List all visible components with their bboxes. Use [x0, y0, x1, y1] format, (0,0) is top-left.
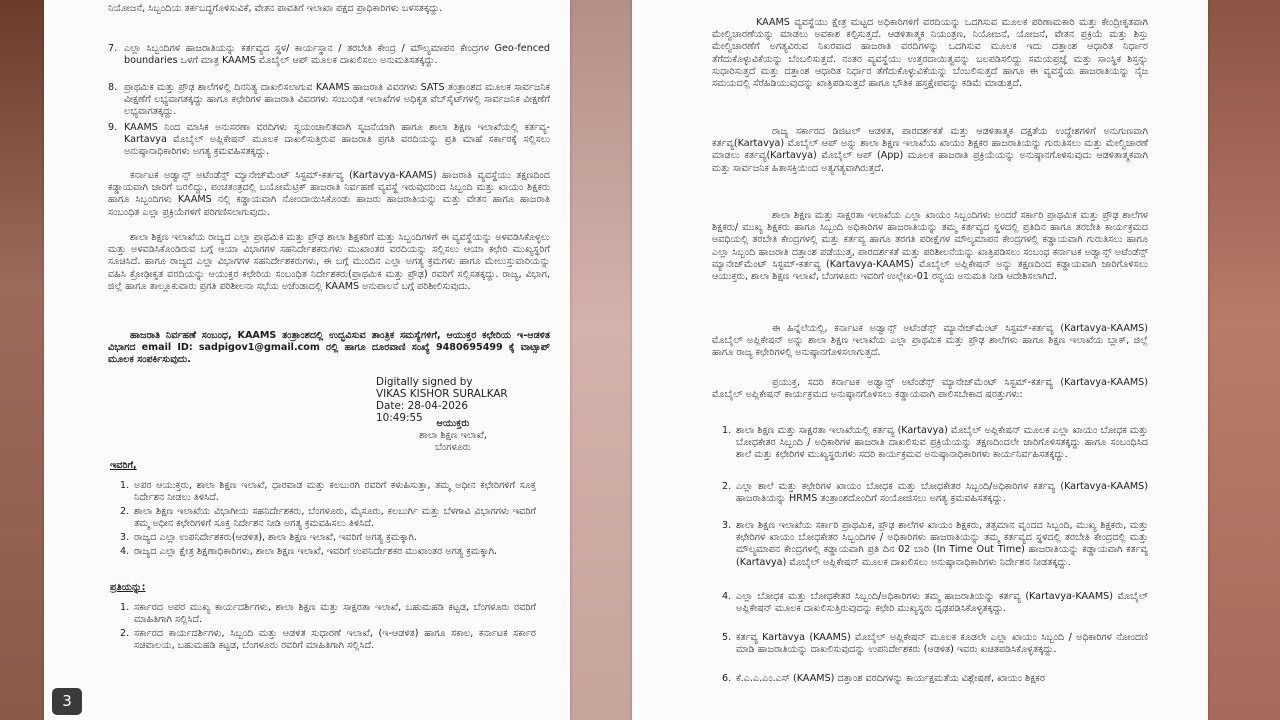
list-number: 3. [722, 520, 732, 531]
list-item [120, 506, 536, 530]
list-item [120, 546, 536, 558]
list-number: 2. [120, 506, 130, 517]
list-number: 2. [722, 481, 732, 492]
signatory-location: ಬೆಂಗಳೂರು [435, 442, 471, 453]
list-number: 9. [108, 122, 118, 133]
list-item [120, 628, 536, 652]
list-number: 8. [108, 82, 118, 93]
list-text: ಅಪರ ಆಯುಕ್ತರು, ಶಾಲಾ ಶಿಕ್ಷಣ ಇಲಾಖೆ, ಧಾರವಾಡ ಮತ್ತು ಕಲಬುರಗಿ ರವರಿಗೆ ಕಳುಹಿಸುತ್ತಾ, ತಮ್ಮ ಅಧೀನ ಕಛೇರಿಗಳಿಗೆ ಸೂಕ್ತ ನಿರ್ದೇಶನ ನೀಡಲು ತಿಳಿಸಿದೆ. [134, 480, 536, 504]
list-text: ರಾಜ್ಯದ ಎಲ್ಲಾ ಕ್ಷೇತ್ರ ಶಿಕ್ಷಣಾಧಿಕಾರಿಗಳು, ಶಾಲಾ ಶಿಕ್ಷಣ ಇಲಾಖೆ, ಇವರಿಗೆ ಉಪನಿರ್ದೇಶಕರ ಮುಖಾಂತರ ಅಗತ್ಯ ಕ್ರಮಕ್ಕಾಗಿ. [134, 546, 497, 557]
list-number: 4. [722, 591, 732, 602]
list-text: ಶಾಲಾ ಶಿಕ್ಷಣ ಇಲಾಖೆಯ ಸರ್ಕಾರಿ ಪ್ರಾಥಮಿಕ, ಪ್ರೌಢ ಶಾಲೆಗಳ ಖಾಯಂ ಶಿಕ್ಷಕರು, ತತ್ಸಮಾನ ವೃಂದದ ಸಿಬ್ಬಂದಿ, ಮುಖ್ಯ ಶಿಕ್ಷಕರು, ಮತ್ತು ಕಛೇರಿಗಳ ಖಾಯಂ ಬೋಧಕೇತರ ಸಿಬ್ಬಂದಿಗಳ / ಅಧಿಕಾರಿಗಳು ಹಾಜರಾತಿಯನ್ನು ತಮ್ಮ ಕರ್ತವ್ಯದ ಸ್ಥಳದಲ್ಲಿ ತರಬೇತಿ ಕೇಂದ್ರದಲ್ಲಿ ಮತ್ತು ಮೌಲ್ಯಮಾಪನ ಕೇಂದ್ರಗಳಲ್ಲಿ ಕಡ್ಡಾಯವಾಗಿ ಪ್ರತಿ ದಿನ 02 ಬಾರಿ (In Time Out Time) ಹಾಜರಾತಿಯನ್ನು ಕಡ್ಡಾಯವಾಗಿ ಕರ್ತವ್ಯ (Kartavya) ಮೊಬೈಲ್ ಅಪ್ಲಿಕೇಷನ್ ಮೂಲಕ ದಾಖಲಿಸಲು ಅನುಷ್ಠಾನಾಧಿಕಾರಿಗಳು ನಿರ್ದೇಶನ ನೀಡತಕ್ಕದ್ದು. [736, 520, 1148, 568]
background-strip-middle [570, 0, 632, 720]
background-strip-right [1208, 0, 1280, 720]
paragraph-kaams-benefits: KAAMS ವ್ಯವಸ್ಥೆಯು ಕ್ಷೇತ್ರ ಮಟ್ಟದ ಅಧಿಕಾರಿಗಳಿಗೆ ವರದಿಯನ್ನು ಒದಗಿಸುವ ಮೂಲಕ ಪರಿಣಾಮಕಾರಿ ಮತ್ತು ಕೇಂದ್ರೀಕೃತವಾಗಿ ಮೇಲ್ವಿಚಾರಣೆಯನ್ನು ಮಾಡಲು ಅವಕಾಶ ಕಲ್ಪಿಸುತ್ತದೆ. ಆಡಳಿತಾತ್ಮಕ ನಿಯಂತ್ರಣ, ನಿಯೋಜನೆ, ಯೋಜನೆ, ವೇತನ ಪ್ರಕ್ರಿಯೆ ಮತ್ತು ಶಿಸ್ತು ಮೇಲ್ವಿಚಾರಣೆಗೆ ಅಗತ್ಯವಿರುವ ನಿಖರವಾದ ಹಾಜರಾತಿ ವರದಿಗಳನ್ನು ಒದಗಿಸುವ ಮೂಲಕ ಇದು ದತ್ತಾಂಶ ಆಧಾರಿತ ನಿರ್ಧಾರ ತೆಗೆದುಕೊಳ್ಳುವಿಕೆಯನ್ನು ಬೆಂಬಲಿಸುತ್ತದೆ. ನಂತರ ವ್ಯವಸ್ಥೆಯು ಉತ್ತರದಾಯಿತ್ವವನ್ನು ಬಲಪಡಿಸಲಿದ್ದು ಸಮಯಪ್ರಜ್ಞೆ ಮತ್ತು ಸಾಂಸ್ಥಿಕ ಶಿಸ್ತನ್ನು ಸುಧಾರಿಸುತ್ತದೆ ಮತ್ತು ದತ್ತಾಂಶ ಆಧಾರಿತ ನಿರ್ಧಾರ ತೆಗೆದುಕೊಳ್ಳುವಿಕೆಯನ್ನು ಬೆಂಬಲಿಸುತ್ತದೆ ಹಾಗೂ ಈ ವ್ಯವಸ್ಥೆಯ ಹಾಜರಾತಿಯನ್ನು ನೈಜ ಸಮಯದಲ್ಲಿ ಸೆರೆಹಿಡಿಯುವುದನ್ನು ಖಾತ್ರಿಪಡಿಸುತ್ತದೆ ಹಾಗೂ ಭೌತಿಕ ಹಸ್ತಕ್ಷೇಪವನ್ನು ಕಡಿಮೆ ಮಾಡುತ್ತದೆ. [712, 17, 1148, 90]
list-text: ರಾಜ್ಯದ ಎಲ್ಲಾ ಉಪನಿರ್ದೇಶಕರು(ಆಡಳಿತ), ಶಾಲಾ ಶಿಕ್ಷಣ ಇಲಾಖೆ, ಇವರಿಗೆ ಅಗತ್ಯ ಕ್ರಮಕ್ಕಾಗಿ. [134, 532, 417, 543]
list-text: ಕೆ.ಎ.ಎ.ಎಂ.ಎಸ್ (KAAMS) ದತ್ತಾಂಶ ವರದಿಗಳನ್ನು ಕಾರ್ಯಕ್ಷಮತೆಯ ವಿಶ್ಲೇಷಣೆ, ಖಾಯಂ ಶಿಕ್ಷಕರ [736, 673, 1045, 684]
document-page-left [44, 0, 570, 720]
list-number: 6. [722, 673, 732, 684]
signatory-department: ಶಾಲಾ ಶಿಕ್ಷಣ ಇಲಾಖೆ, [419, 430, 487, 441]
paragraph-attendance-order: ಶಾಲಾ ಶಿಕ್ಷಣ ಮತ್ತು ಸಾಕ್ಷರತಾ ಇಲಾಖೆಯ ಎಲ್ಲಾ ಖಾಯಂ ಸಿಬ್ಬಂದಿಗಳು ಅಂದರೆ ಸರ್ಕಾರಿ ಪ್ರಾಥಮಿಕ ಮತ್ತು ಪ್ರೌಢ ಶಾಲೆಗಳ ಶಿಕ್ಷಕರು/ ಮುಖ್ಯ ಶಿಕ್ಷಕರು ಹಾಗೂ ಸಿಬ್ಬಂದಿ ಅಧಿಕಾರಿಗಳ ಹಾಜರಾತಿಯನ್ನು ತಮ್ಮ ಕರ್ತವ್ಯದ ಸ್ಥಳದಲ್ಲಿ ಪ್ರತಿದಿನ ಹಾಗೂ ತರಬೇತಿ ಕಾರ್ಯಕ್ರಮದ ಅವಧಿಯಲ್ಲಿ ತರಬೇತಿ ಕೇಂದ್ರಗಳಲ್ಲಿ ಮತ್ತು ಕರ್ತವ್ಯ ಹಾಗೂ ತರಗತಿ ಪರೀಕ್ಷೆಗಳ ಮೌಲ್ಯಮಾಪನ ಕೇಂದ್ರಗಳಲ್ಲಿ ಕಡ್ಡಾಯವಾಗಿ ಗುರುತಿಸಲು ಹಾಗೂ ಎಲ್ಲಾ ಸಿಬ್ಬಂದಿ ಹಾಜರಾತಿ ದತ್ತಾಂಶ ಪಡೆಯುತ್ತ, ಪಾರದರ್ಶಕತೆ ಮತ್ತು ಪರಿಶೀಲನೆಯನ್ನು ಖಾತ್ರಿಪಡಿಸಲು ಸಂಬಂಧ ಕರ್ನಾಟಕ ಅಡ್ವಾನ್ಸ್ ಅಟೆಂಡೆನ್ಸ್ ಮ್ಯಾನೇಜ್‌ಮೆಂಟ್ ಸಿಸ್ಟಮ್-ಕರ್ತವ್ಯ (Kartavya-KAAMS) ಮೊಬೈಲ್ ಅಪ್ಲಿಕೇಷನ್ ಅನ್ನು ತಕ್ಷಣದಿಂದ ಕಡ್ಡಾಯವಾಗಿ ಜಾರಿಗೊಳಿಸಲು ಆಯುಕ್ತರು, ಶಾಲಾ ಶಿಕ್ಷಣ ಇಲಾಖೆ, ಬೆಂಗಳೂರು ಇವರಿಗೆ ಉಲ್ಲೇಖ-01 ರನ್ವಯ ಅನುಮತಿ ನೀಡಿ ಆದೇಶಿಸಲಾಗಿದೆ. [712, 210, 1148, 283]
list-number: 4. [120, 546, 130, 557]
signatory-title: ಆಯುಕ್ತರು [436, 418, 470, 429]
list-item [722, 425, 1148, 462]
list-text: ಎಲ್ಲಾ ಸಿಬ್ಬಂದಿಗಳ ಹಾಜರಾತಿಯನ್ನು ಕರ್ತವ್ಯದ ಸ್ಥಳ/ ಕಾರ್ಯಸ್ಥಾನ / ತರಬೇತಿ ಕೇಂದ್ರ / ಮೌಲ್ಯಮಾಪನ ಕೇಂದ್ರಗಳ Geo-fenced boundaries ಒಳಗೆ ಮಾತ್ರ KAAMS ಮೊಬೈಲ್ ಆಪ್ ಮೂಲಕ ದಾಖಲಿಸಲು ಅನುಮತಿಸತಕ್ಕದ್ದು. [124, 43, 550, 67]
list-item [722, 591, 1148, 615]
list-number: 7. [108, 43, 118, 54]
signature-signer: VIKAS KISHOR SURALKAR [376, 388, 508, 400]
signature-line: Digitally signed by [376, 376, 473, 388]
list-item [120, 532, 536, 544]
list-item [722, 481, 1148, 505]
list-text: ಎಲ್ಲಾ ಬೋಧಕ ಮತ್ತು ಬೋಧಕೇತರ ಸಿಬ್ಬಂದಿ/ಅಧಿಕಾರಿಗಳು ತಮ್ಮ ಹಾಜರಾತಿಯನ್ನು ಕರ್ತವ್ಯ (Kartavya-KAAMS) ಮೊಬೈಲ್ ಅಪ್ಲಿಕೇಷನ್ ಮೂಲಕ ದಾಖಲಿಸುತ್ತಿರುವುದನ್ನು ಕಛೇರಿ ಮುಖ್ಯಸ್ಥರು ದೃಢಪಡಿಸಿಕೊಳ್ಳತಕ್ಕದ್ದು. [736, 591, 1148, 615]
paragraph-digital-governance: ರಾಜ್ಯ ಸರ್ಕಾರದ ಡಿಜಿಟಲ್ ಆಡಳಿತ, ಪಾರದರ್ಶಕತೆ ಮತ್ತು ಆಡಳಿತಾತ್ಮಕ ದಕ್ಷತೆಯ ಉದ್ದೇಶಗಳಿಗೆ ಅನುಗುಣವಾಗಿ ಕರ್ತವ್ಯ(Kartavya) ಮೊಬೈಲ್ ಆಪ್ ಅನ್ನು ಶಾಲಾ ಶಿಕ್ಷಣ ಇಲಾಖೆಯ ಖಾಯಂ ಶಿಕ್ಷಕರ ಹಾಜರಾತಿಯನ್ನು ಗುರುತಿಸಲು ಮತ್ತು ಮೇಲ್ವಿಚಾರಣೆ ಮಾಡಲು ಕರ್ತವ್ಯ(Kartavya) ಮೊಬೈಲ್ ಆಪ್ (App) ಮೂಲಕ ಹಾಜರಾತಿ ಪ್ರಕ್ರಿಯೆಯನ್ನು ಅನುಷ್ಠಾನಗೊಳಿಸುವುದು ಆಡಳಿತಾತ್ಮಕವಾಗಿ ಮತ್ತು ಸಾರ್ವಜನಿಕ ಹಿತಾಸಕ್ತಿಯಿಂದ ಅತ್ಯಗತ್ಯವಾಗಿರುತ್ತದೆ. [712, 126, 1148, 174]
list-number: 1. [120, 602, 130, 613]
to-heading: ಇವರಿಗೆ, [110, 460, 137, 471]
list-number: 3. [120, 532, 130, 543]
copy-heading: ಪ್ರತಿಯನ್ನು: [110, 582, 146, 593]
signature-time: 10:49:55 [376, 412, 423, 424]
list-text: ಶಾಲಾ ಶಿಕ್ಷಣ ಇಲಾಖೆಯ ವಿಭಾಗೀಯ ಸಹನಿರ್ದೇಶಕರು, ಬೆಂಗಳೂರು, ಮೈಸೂರು, ಕಲಬುರ್ಗಿ ಮತ್ತು ಬೆಳಗಾವಿ ವಿಭಾಗಗಳು ಇವರಿಗೆ ತಮ್ಮ ಅಧೀನ ಕಛೇರಿಗಳಿಗೆ ಸೂಕ್ತ ನಿರ್ದೇಶನ ನೀಡಿ ಅಗತ್ಯ ಕ್ರಮವಹಿಸಲು ತಿಳಿಸಿದೆ. [134, 506, 536, 530]
page-number-badge[interactable]: 3 [52, 688, 82, 715]
paragraph-conditions-intro: ಪ್ರಯುಕ್ತ, ಸದರಿ ಕರ್ನಾಟಕ ಅಡ್ವಾನ್ಸ್ ಅಟೆಂಡೆನ್ಸ್ ಮ್ಯಾನೇಜ್‌ಮೆಂಟ್ ಸಿಸ್ಟಮ್-ಕರ್ತವ್ಯ (Kartavya-KAAMS) ಮೊಬೈಲ್ ಅಪ್ಲಿಕೇಷನ್ ಕಾರ್ಯಕ್ರಮದ ಅನುಷ್ಠಾನಗೊಳಿಸಲು ಕಡ್ಡಾಯವಾಗಿ ಪಾಲಿಸಬೇಕಾದ ಷರತ್ತುಗಳು: [712, 377, 1148, 401]
list-item [722, 520, 1148, 569]
list-number: 5. [722, 632, 732, 643]
list-number: 1. [722, 425, 732, 436]
signature-date: Date: 28-04-2026 [376, 400, 469, 412]
list-number: 2. [120, 628, 130, 639]
paragraph-rollout: ಈ ಹಿನ್ನೆಲೆಯಲ್ಲಿ, ಕರ್ನಾಟಕ ಅಡ್ವಾನ್ಸ್ ಅಟೆಂಡೆನ್ಸ್ ಮ್ಯಾನೇಜ್‌ಮೆಂಟ್ ಸಿಸ್ಟಮ್-ಕರ್ತವ್ಯ (Kartavya-KAAMS) ಮೊಬೈಲ್ ಅಪ್ಲಿಕೇಷನ್ ಅನ್ನು ಶಾಲಾ ಶಿಕ್ಷಣ ಇಲಾಖೆಯ ಎಲ್ಲಾ ಪ್ರಾಥಮಿಕ ಮತ್ತು ಪ್ರೌಢ ಶಾಲೆಗಳು ಹಾಗೂ ಶಿಕ್ಷಣ ಇಲಾಖೆಯ ಬ್ಲಾಕ್, ಜಿಲ್ಲೆ ಹಾಗೂ ರಾಜ್ಯ ಕಛೇರಿಗಳಲ್ಲಿ ಅನುಷ್ಠಾನಗೊಳಿಸಲಾಗುತ್ತದೆ. [712, 323, 1148, 359]
background-strip-left [0, 0, 44, 720]
list-item [108, 43, 550, 67]
list-text: ಶಾಲಾ ಶಿಕ್ಷಣ ಮತ್ತು ಸಾಕ್ಷರತಾ ಇಲಾಖೆಯಲ್ಲಿ ಕರ್ತವ್ಯ (Kartavya) ಮೊಬೈಲ್ ಅಪ್ಲಿಕೇಷನ್ ಮೂಲಕ ಎಲ್ಲಾ ಖಾಯಂ ಬೋಧಕ ಮತ್ತು ಬೋಧಕೇತರ ಸಿಬ್ಬಂದಿ / ಅಧಿಕಾರಿಗಳ ಹಾಜರಾತಿ ದಾಖಲಿಸುವ ಪ್ರಕ್ರಿಯೆಯನ್ನು ತಕ್ಷಣದಿಂದಲೇ ಜಾರಿಗೊಳಿಸತಕ್ಕದ್ದು ಹಾಗೂ ಸಂಬಂಧಿಸಿದ ಶಾಲೆ ಮತ್ತು ಕಛೇರಿಗಳ ಮುಖ್ಯಸ್ಥರುಗಳು ಸದರಿ ಕಾರ್ಯಕ್ರಮವ ಅನುಷ್ಠಾನಾಧಿಕಾರಿಗಳು ಕಾರ್ಯನಿರ್ವಹಿಸತಕ್ಕದ್ದು. [736, 425, 1148, 461]
list-item [120, 480, 536, 504]
list-item [108, 122, 550, 159]
list-number: 1. [120, 480, 130, 491]
list-item [722, 673, 1148, 685]
list-text: ಪ್ರಾಥಮಿಕ ಮತ್ತು ಪ್ರೌಢ ಶಾಲೆಗಳಲ್ಲಿ ದಿನನಿತ್ಯ ದಾಖಲಿಸಲಾಗುವ KAAMS ಹಾಜರಾತಿ ವಿವರಗಳು SATS ತಂತ್ರಾಂಶದ ಮೂಲಕ ಸಾರ್ವಜನಿಕ ವೀಕ್ಷಣೆಗೆ ಲಭ್ಯವಾಗತಕ್ಕದ್ದು ಹಾಗೂ ಕಛೇರಿಗಳ ಹಾಜರಾತಿ ವಿವರಗಳು ಸಂಬಂಧಿತ ಇಲಾಖೆಗಳ ಅಧಿಕೃತ ವೆಬ್‌ಸೈಟ್‌ಗಳಲ್ಲಿ ಸಾರ್ವಜನಿಕ ವೀಕ್ಷಣೆಗೆ ಲಭ್ಯವಾಗತಕ್ಕದ್ದು. [124, 82, 550, 118]
paragraph-kaams-intro: ಕರ್ನಾಟಕ ಅಡ್ವಾನ್ಸ್ ಅಟೆಂಡೆನ್ಸ್ ಮ್ಯಾನೇಜ್‌ಮೆಂಟ್ ಸಿಸ್ಟಮ್-ಕರ್ತವ್ಯ (Kartavya-KAAMS) ಹಾಜರಾತಿ ವ್ಯವಸ್ಥೆಯು ತಕ್ಷಣದಿಂದ ಕಡ್ಡಾಯವಾಗಿ ಜಾರಿಗೆ ಬರಲಿದ್ದು, ಪಂಚತಂತ್ರದಲ್ಲಿ ಬಯೋಮೆಟ್ರಿಕ್ ಹಾಜರಾತಿ ನಿರ್ವಹಣೆ ವ್ಯವಸ್ಥೆ ಇರುವುದರಿಂದ ಸಿಬ್ಬಂದಿ ಮತ್ತು ಖಾಯಂ ಶಿಕ್ಷಕರು ಹಾಗೂ ಸಿಬ್ಬಂದಿಗಳು KAAMS ನಲ್ಲಿ ಕಡ್ಡಾಯವಾಗಿ ನೋಂದಾಯಿಸಿಕೊಂಡು ಹಾಜರು ಹಾಜರಾತಿಯನ್ನು ಮತ್ತು ವೇತನ ಹಾಗೂ ಹಾಜರಾತಿ ಸಂಬಂಧಿತ ಎಲ್ಲಾ ಪ್ರಕ್ರಿಯೆಗಳಿಗೆ ಪರಿಗಣಿಸಲಾಗುವುದು. [108, 170, 550, 218]
document-page-right [632, 0, 1208, 720]
list-item [120, 602, 536, 626]
list-text: ಸರ್ಕಾರದ ಕಾರ್ಯದರ್ಶಿಗಳು, ಸಿಬ್ಬಂದಿ ಮತ್ತು ಆಡಳಿತ ಸುಧಾರಣೆ ಇಲಾಖೆ, (ಇ-ಆಡಳಿತ) ಹಾಗೂ ಸಕಾಲ, ಕರ್ನಾಟಕ ಸರ್ಕಾರ ಸಚಿವಾಲಯ, ಬಹುಮಹಡಿ ಕಟ್ಟಡ, ಬೆಂಗಳೂರು ರವರಿಗೆ ಮಾಹಿತಿಗಾಗಿ ಸಲ್ಲಿಸಿದೆ. [134, 628, 536, 652]
list-item [108, 82, 550, 119]
paragraph-implementation: ಶಾಲಾ ಶಿಕ್ಷಣ ಇಲಾಖೆಯ ರಾಜ್ಯದ ಎಲ್ಲಾ ಪ್ರಾಥಮಿಕ ಮತ್ತು ಪ್ರೌಢ ಶಾಲಾ ಶಿಕ್ಷಕರಿಗೆ ಮತ್ತು ಸಿಬ್ಬಂದಿಗಳಿಗೆ ಈ ವ್ಯವಸ್ಥೆಯನ್ನು ಅಳವಡಿಸಿಕೊಳ್ಳಲು ಮತ್ತು ಅಳವಡಿಸಿಕೊಂಡಿರುವ ಬಗ್ಗೆ ಆಯಾ ವಿಭಾಗಗಳ ಸಹನಿರ್ದೇಶಕರುಗಳು ಮುಖಾಂತರ ವರದಿಯನ್ನು ಸಲ್ಲಿಸಲು ಆಯಾ ಕಛೇರಿ ಮುಖ್ಯಸ್ಥರಿಗೆ ಸೂಚಿಸಿದೆ. ಹಾಗೂ ರಾಜ್ಯದ ಎಲ್ಲಾ ವಿಭಾಗಗಳ ಸಹನಿರ್ದೇಶಕರುಗಳು, ಈ ಬಗ್ಗೆ ಮುಂದಿನ ಎಲ್ಲಾ ಅಗತ್ಯ ಕ್ರಮಗಳು ಹಾಗೂ ಮೇಲುಸ್ತುವಾರಿಯನ್ನು ವಹಿಸಿ ಕ್ರೋಢೀಕೃತ ವರದಿಯನ್ನು ಆಯುಕ್ತರ ಕಛೇರಿಯ ಸಂಬಂಧಿತ ನಿರ್ದೇಶಕರು(ಪ್ರಾಥಮಿಕ ಮತ್ತು ಪ್ರೌಢ) ರವರಿಗೆ ಸಲ್ಲಿಸತಕ್ಕದ್ದು. ರಾಜ್ಯ, ವಿಭಾಗ, ಜಿಲ್ಲೆ ಹಾಗೂ ತಾಲ್ಲೂಕುವಾರು ಪ್ರಗತಿ ಪರಿಶೀಲನಾ ಸಭೆಯ ಅಜೆಂಡಾದಲ್ಲಿ KAAMS ಅನುಪಾಲನೆ ಬಗ್ಗೆ ಪರಿಶೀಲಿಸುವುದು. [108, 232, 550, 292]
paragraph-contact: ಹಾಜರಾತಿ ನಿರ್ವಹಣೆ ಸಂಬಂಧ, KAAMS ತಂತ್ರಾಂಶದಲ್ಲಿ ಉದ್ಭವಿಸುವ ತಾಂತ್ರಿಕ ಸಮಸ್ಯೆಗಳಿಗೆ, ಆಯುಕ್ತರ ಕಛೇರಿಯ ಇ-ಆಡಳಿತ ವಿಭಾಗದ email ID: sadpigov1@gmail.com ರಲ್ಲಿ ಹಾಗೂ ದೂರವಾಣಿ ಸಂಖ್ಯೆ 9480695499 ಕ್ಕೆ ವಾಟ್ಸಾಪ್ ಮೂಲಕ ಸಂಪರ್ಕಿಸುವುದು. [108, 330, 550, 366]
list-item [722, 632, 1148, 656]
list-text: ಕರ್ತವ್ಯ Kartavya (KAAMS) ಮೊಬೈಲ್ ಅಪ್ಲಿಕೇಷನ್ ಮೂಲಕ ಕೂಡಲೇ ಎಲ್ಲಾ ಖಾಯಂ ಸಿಬ್ಬಂದಿ / ಅಧಿಕಾರಿಗಳ ನೋಂದಣಿ ಮಾಡಿ ಹಾಜರಾತಿಯನ್ನು ದಾಖಲಿಸುವುದನ್ನು ಉಪನಿರ್ದೇಶಕರು (ಆಡಳಿತ) ಇವರು ಖಚಿತಪಡಿಸಿಕೊಳ್ಳತಕ್ಕದ್ದು. [736, 632, 1148, 656]
intro-line: ನಿಯೋಜನೆ, ಸಿಬ್ಬಂದಿಯ ತರ್ಕಬದ್ಧಗೊಳಿಸುವಿಕೆ, ವೇತನ ಪಾವತಿಗೆ ಇಲಾಖಾ ಪಕ್ಷದ ಪ್ರಾಧಿಕಾರಿಗಳು ಬಳಸತಕ್ಕದ್ದು. [108, 3, 443, 14]
list-text: ಸರ್ಕಾರದ ಅಪರ ಮುಖ್ಯ ಕಾರ್ಯದರ್ಶಿಗಳು, ಶಾಲಾ ಶಿಕ್ಷಣ ಮತ್ತು ಸಾಕ್ಷರತಾ ಇಲಾಖೆ, ಬಹುಮಹಡಿ ಕಟ್ಟಡ, ಬೆಂಗಳೂರು ರವರಿಗೆ ಮಾಹಿತಿಗಾಗಿ ಸಲ್ಲಿಸಿದೆ. [134, 602, 536, 626]
list-text: ಎಲ್ಲಾ ಶಾಲೆ ಮತ್ತು ಕಛೇರಿಗಳ ಖಾಯಂ ಬೋಧಕ ಮತ್ತು ಬೋಧಕೇತರ ಸಿಬ್ಬಂದಿ/ಅಧಿಕಾರಿಗಳ ಕರ್ತವ್ಯ (Kartavya-KAAMS) ಹಾಜರಾತಿಯನ್ನು HRMS ತಂತ್ರಾಂಶದೊಂದಿಗೆ ಸಂಯೋಜಿಸಲು ಅಗತ್ಯ ಕ್ರಮವಹಿಸತಕ್ಕದ್ದು. [736, 481, 1148, 505]
list-text: KAAMS ನಿಂದ ಮಾಸಿಕ ಅನುಸರಣಾ ವರದಿಗಳು ಸ್ವಯಂಚಾಲಿತವಾಗಿ ಸೃಜನೆಯಾಗಿ ಹಾಗೂ ಶಾಲಾ ಶಿಕ್ಷಣ ಇಲಾಖೆಯಲ್ಲಿ ಕರ್ತವ್ಯ-Kartavya ಮೊಬೈಲ್ ಅಪ್ಲಿಕೇಷನ್ ಮೂಲಕ ದಾಖಲಿಸುತ್ತಿರುವ ಹಾಜರಾತಿ ಪ್ರಗತಿ ವರದಿಯನ್ನು ಪ್ರತಿ ಮಾಹೆ ಸರ್ಕಾರಕ್ಕೆ ಸಲ್ಲಿಸಲು ಅನುಷ್ಠಾನಾಧಿಕಾರಿಗಳು ಅಗತ್ಯ ಕ್ರಮವಹಿಸತಕ್ಕದ್ದು. [124, 122, 550, 158]
